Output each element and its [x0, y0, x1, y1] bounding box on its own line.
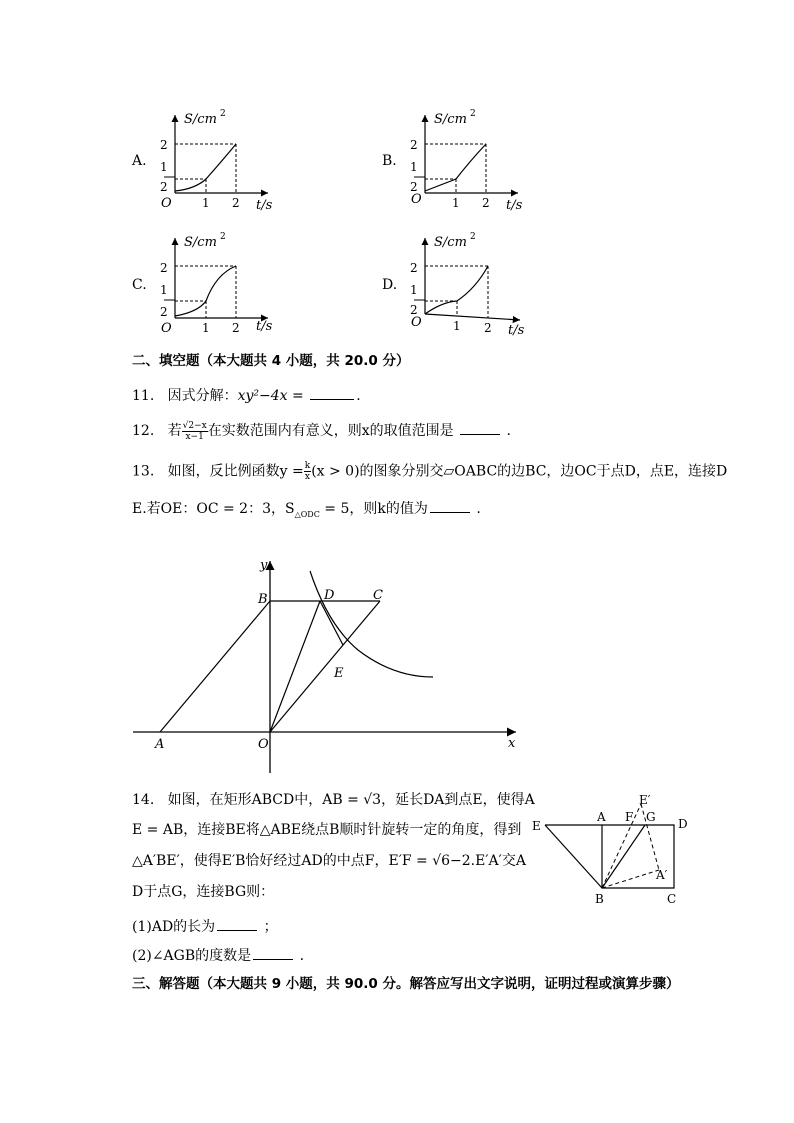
- q14-number: 14.: [132, 792, 155, 808]
- option-c-graph: [150, 228, 290, 340]
- q13-line1-pre: 如图，反比例函数y =: [167, 463, 304, 480]
- label-A: A: [597, 810, 606, 824]
- origin-label: O: [161, 196, 172, 211]
- question-11: [132, 385, 361, 405]
- y-label: S/cm: [184, 112, 217, 127]
- q12-end: .: [506, 423, 511, 439]
- x-label: t/s: [256, 319, 273, 334]
- y-tick: 2: [160, 305, 168, 319]
- label-x: x: [508, 736, 516, 751]
- x-label: t/s: [256, 198, 273, 213]
- x-tick: 2: [232, 321, 240, 335]
- x-axis: [425, 314, 520, 320]
- q13-end: .: [476, 501, 481, 517]
- y-tick: 1: [160, 283, 168, 297]
- q12-pre: 若: [167, 423, 182, 439]
- label-E: E: [532, 819, 541, 833]
- question-13-line2: [132, 498, 481, 524]
- curve: [175, 144, 236, 191]
- q12-number: 12.: [132, 423, 155, 439]
- y-label-sup: 2: [470, 109, 476, 119]
- x-label: t/s: [506, 198, 523, 213]
- question-14-line1: [132, 791, 535, 809]
- q11-expr: xy²−4x =: [237, 388, 304, 404]
- q14-line1: 如图，在矩形ABCD中，AB = √3，延长DA到点E，使得A: [167, 792, 535, 808]
- edge-AB: [160, 601, 270, 732]
- q14-line3: △A′BE′，使得E′B恰好经过AD的中点F，E′F = √6−2.E′A′交A: [132, 853, 526, 869]
- segment-BG: [602, 825, 645, 888]
- y-tick: 1: [160, 160, 168, 174]
- option-b-letter: B.: [382, 153, 397, 169]
- y-tick: 2: [410, 303, 418, 317]
- y-label: S/cm: [184, 235, 217, 250]
- q12-frac-den: x−1: [185, 431, 204, 442]
- option-d-graph: [400, 228, 540, 340]
- y-tick: 2: [410, 180, 418, 194]
- figure-14: [527, 788, 702, 913]
- q13-answer-blank[interactable]: [430, 498, 470, 513]
- label-C: C: [667, 892, 677, 906]
- curve: [425, 144, 486, 191]
- section3-title: 三、解答题（本大题共 9 小题，共 90.0 分。解答应写出文字说明，证明过程或演算步骤）: [132, 976, 680, 992]
- y-tick: 2: [160, 180, 168, 194]
- x-tick: 1: [453, 319, 461, 333]
- label-y: y: [260, 558, 268, 573]
- q11-end: .: [356, 388, 361, 404]
- q14-sub1: [132, 916, 278, 936]
- y-label-sup: 2: [220, 232, 226, 242]
- option-b-graph: [400, 105, 540, 217]
- q14-line4: D于点G，连接BG则：: [132, 884, 275, 900]
- q13-line2-post: = 5，则k的值为: [324, 501, 428, 517]
- q11-number: 11.: [132, 388, 155, 404]
- q11-answer-blank[interactable]: [310, 385, 354, 400]
- y-label: S/cm: [434, 112, 467, 127]
- option-a-letter: A.: [132, 153, 147, 169]
- q11-text: 因式分解：: [167, 388, 238, 404]
- q14-sub1-blank[interactable]: [217, 916, 257, 931]
- x-tick: 1: [452, 196, 460, 210]
- label-E-prime: E′: [639, 793, 651, 807]
- origin-label: O: [411, 315, 422, 330]
- label-F: F: [625, 810, 634, 824]
- q13-line2-sub: △ODC: [294, 509, 320, 519]
- q14-sub1-text: (1)AD的长为: [132, 919, 216, 935]
- label-D: D: [678, 817, 688, 831]
- x-tick: 1: [202, 321, 210, 335]
- y-tick: 2: [160, 261, 168, 275]
- segment-EB: [545, 825, 602, 888]
- q13-frac-den: x: [304, 472, 310, 482]
- q12-frac-num: √2−x: [182, 420, 207, 431]
- q14-sub2-end: .: [299, 948, 305, 964]
- x-tick: 2: [484, 321, 492, 335]
- figure-13: [128, 555, 528, 780]
- y-tick: 2: [410, 138, 418, 152]
- segment-DE: [320, 601, 343, 645]
- q14-sub2-blank[interactable]: [253, 945, 293, 960]
- x-label: t/s: [508, 323, 525, 338]
- q13-number: 13.: [132, 463, 155, 480]
- origin-label: O: [161, 321, 172, 336]
- label-E: E: [334, 666, 344, 681]
- label-G: G: [646, 810, 656, 824]
- question-12: [132, 420, 511, 442]
- q13-line2: E.若OE：OC = 2：3，S: [132, 501, 295, 517]
- origin-label: O: [411, 192, 422, 207]
- q12-fraction: [182, 421, 208, 442]
- y-label: S/cm: [434, 235, 467, 250]
- label-A-prime: A′: [656, 868, 668, 882]
- y-label-sup: 2: [220, 109, 226, 119]
- label-B: B: [595, 892, 604, 906]
- q12-text: 在实数范围内有意义，则x的取值范围是: [207, 423, 454, 439]
- y-tick: 2: [160, 138, 168, 152]
- q14-line2: E = AB，连接BE将△ABE绕点B顺时针旋转一定的角度，得到: [132, 822, 522, 838]
- x-tick: 1: [202, 196, 210, 210]
- y-label-sup: 2: [470, 232, 476, 242]
- q14-sub1-end: ；: [263, 919, 278, 935]
- y-tick: 2: [410, 261, 418, 275]
- option-a-graph: [150, 105, 290, 217]
- q14-sub2: [132, 945, 304, 965]
- q12-answer-blank[interactable]: [460, 420, 500, 435]
- y-tick: 1: [410, 160, 418, 174]
- q13-frac-num: k: [304, 461, 311, 471]
- option-d-letter: D.: [382, 277, 398, 293]
- label-O: O: [258, 737, 269, 752]
- label-B: B: [258, 592, 268, 607]
- label-C: C: [373, 588, 383, 603]
- q14-sub2-text: (2)∠AGB的度数是: [132, 948, 252, 964]
- option-c-letter: C.: [132, 277, 147, 293]
- edge-OC: [270, 601, 380, 732]
- question-13-line1: [132, 461, 727, 482]
- section2-title: 二、填空题（本大题共 4 小题，共 20.0 分）: [132, 353, 410, 369]
- segment-OD: [270, 601, 320, 732]
- q13-line1-post: (x > 0)的图象分别交▱OABC的边BC，边OC于点D，点E，连接D: [311, 463, 728, 480]
- segment-BA2: [602, 870, 659, 888]
- x-tick: 2: [232, 196, 240, 210]
- label-A: A: [155, 737, 165, 752]
- x-tick: 2: [482, 196, 490, 210]
- hyperbola: [310, 571, 433, 677]
- y-tick: 1: [410, 283, 418, 297]
- segment-BE2: [602, 804, 641, 888]
- label-D: D: [324, 588, 335, 603]
